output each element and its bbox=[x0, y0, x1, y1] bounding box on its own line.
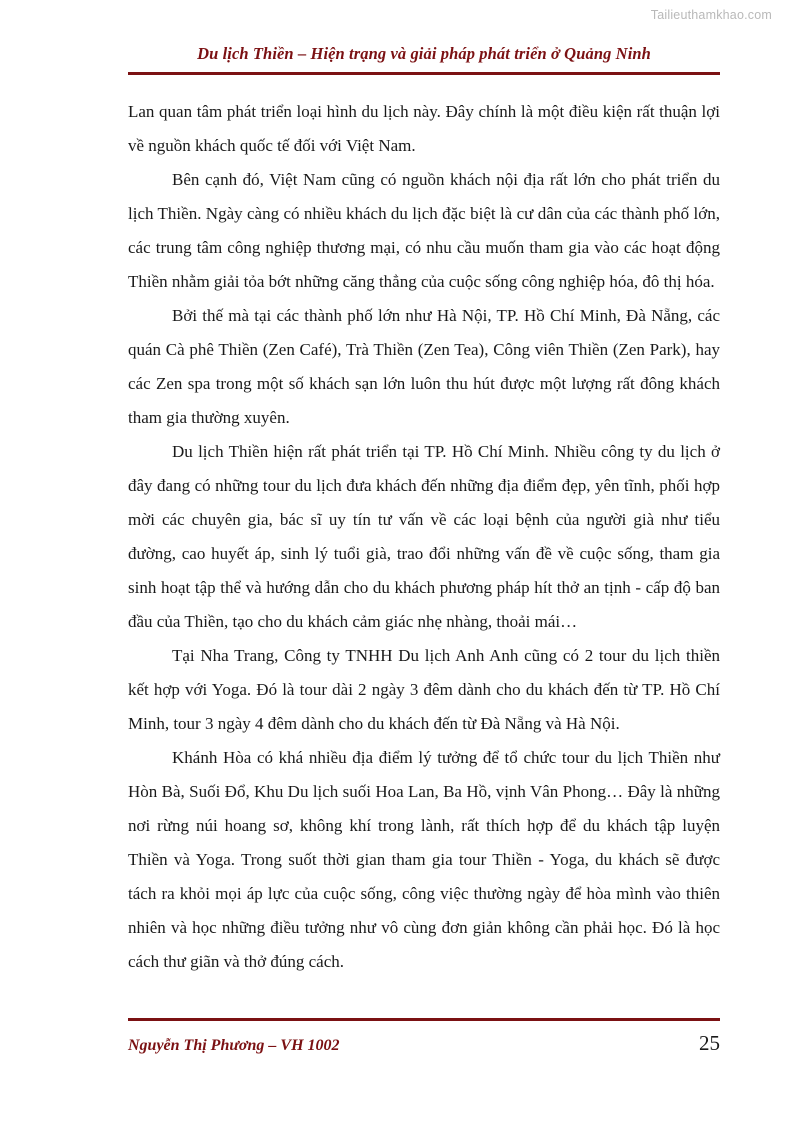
footer-divider bbox=[128, 1018, 720, 1021]
paragraph: Khánh Hòa có khá nhiều địa điểm lý tưởng để tổ chức tour du lịch Thiền như Hòn Bà, Suối Đổ, Khu Du lịch suối Hoa Lan, Ba Hồ, vịnh Vân Phong… Đây là những nơi rừng núi hoang sơ, không khí trong lành, rất thích hợp để du khách tập luyện Thiền và Yoga. Trong suốt thời gian tham gia tour Thiền - Yoga, du khách sẽ được tách ra khỏi mọi áp lực của cuộc sống, công việc thường ngày để hòa mình vào thiên nhiên và học những điều tưởng như vô cùng đơn giản không cần phải học. Đó là học cách thư giãn và thở đúng cách. bbox=[128, 748, 720, 971]
paragraph: Du lịch Thiền hiện rất phát triển tại TP. Hồ Chí Minh. Nhiều công ty du lịch ở đây đang có những tour du lịch đưa khách đến những địa điểm đẹp, yên tĩnh, phối hợp mời các chuyên gia, bác sĩ uy tín tư vấn về các loại bệnh của người già như tiểu đường, cao huyết áp, sinh lý tuổi già, trao đổi những vấn đề về cuộc sống, tham gia sinh hoạt tập thể và hướng dẫn cho du khách phương pháp hít thở an tịnh - cấp độ ban đầu của Thiền, tạo cho du khách cảm giác nhẹ nhàng, thoải mái… bbox=[128, 442, 720, 631]
header-divider bbox=[128, 72, 720, 75]
page-footer bbox=[128, 1018, 720, 1056]
body-text bbox=[128, 95, 720, 979]
running-header-title: Du lịch Thiền – Hiện trạng và giải pháp phát triển ở Quảng Ninh bbox=[197, 44, 651, 63]
footer-author: Nguyễn Thị Phương – VH 1002 bbox=[128, 1037, 340, 1054]
watermark-label: Tailieuthamkhao.com bbox=[650, 8, 772, 22]
page-content bbox=[128, 44, 720, 979]
page-number: 25 bbox=[699, 1031, 720, 1055]
footer-row bbox=[128, 1031, 720, 1056]
paragraph: Bên cạnh đó, Việt Nam cũng có nguồn khách nội địa rất lớn cho phát triển du lịch Thiền. Ngày càng có nhiều khách du lịch đặc biệt là cư dân của các thành phố lớn, các trung tâm công nghiệp thương mại, có nhu cầu muốn tham gia vào các hoạt động Thiền nhằm giải tỏa bớt những căng thẳng của cuộc sống công nghiệp hóa, đô thị hóa. bbox=[128, 170, 720, 291]
paragraph: Lan quan tâm phát triển loại hình du lịch này. Đây chính là một điều kiện rất thuận lợi về nguồn khách quốc tế đối với Việt Nam. bbox=[128, 102, 720, 155]
paragraph: Tại Nha Trang, Công ty TNHH Du lịch Anh Anh cũng có 2 tour du lịch thiền kết hợp với Yoga. Đó là tour dài 2 ngày 3 đêm dành cho du khách đến từ TP. Hồ Chí Minh, tour 3 ngày 4 đêm dành cho du khách đến từ Đà Nẵng và Hà Nội. bbox=[128, 646, 720, 733]
paragraph: Bởi thế mà tại các thành phố lớn như Hà Nội, TP. Hồ Chí Minh, Đà Nẵng, các quán Cà phê Thiền (Zen Café), Trà Thiền (Zen Tea), Công viên Thiền (Zen Park), hay các Zen spa trong một số khách sạn lớn luôn thu hút được một lượng rất đông khách tham gia thường xuyên. bbox=[128, 306, 720, 427]
